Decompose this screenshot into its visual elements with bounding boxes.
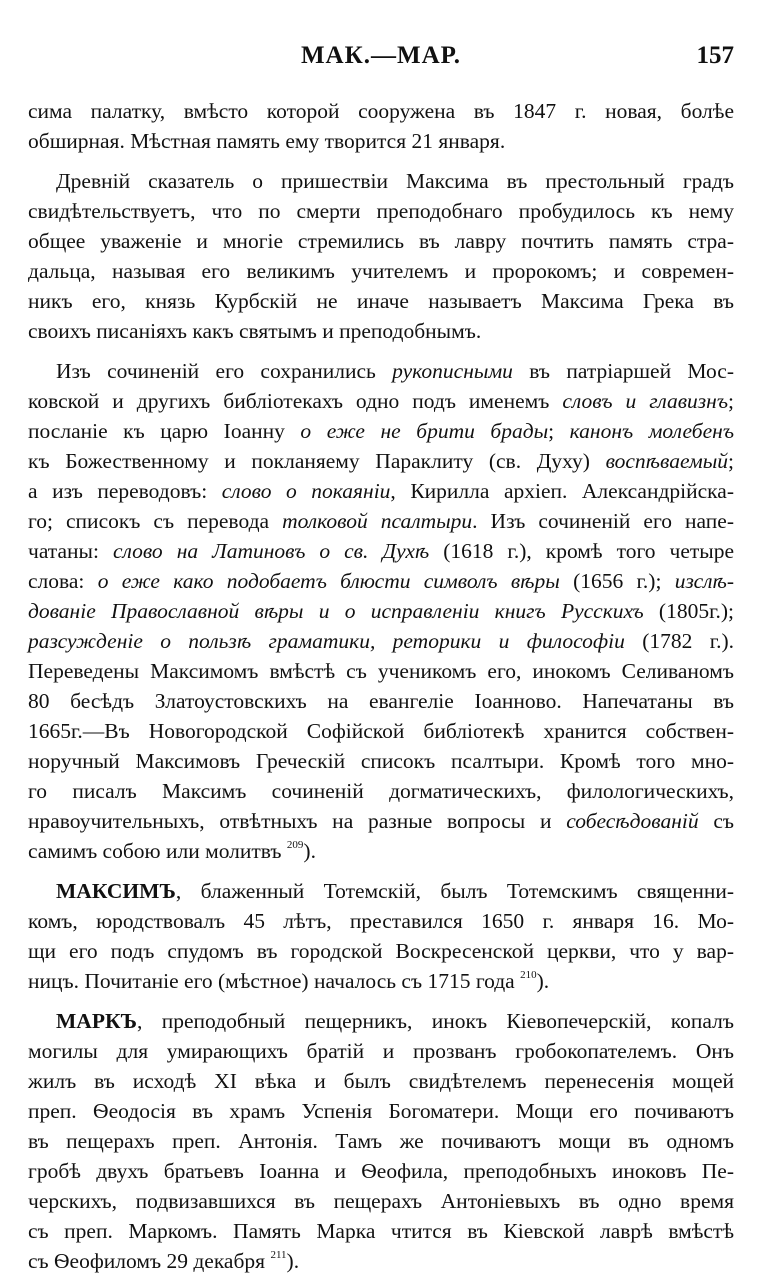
- text-run: Изъ сочиненій его сохранились: [56, 359, 393, 383]
- italic-text: рукописными: [392, 359, 513, 383]
- text-run: ).: [303, 839, 316, 863]
- text-run: ницъ. Почитаніе его (мѣстное) началось съ 1715 года: [28, 969, 521, 993]
- page-body-text: [28, 96, 734, 1276]
- paragraph: [28, 356, 734, 866]
- text-run: ;: [728, 449, 734, 473]
- text-line: [28, 806, 734, 836]
- paragraph-gap: [28, 156, 734, 166]
- text-run: , блаженный Тотемскій, былъ Тотемскимъ священни-: [175, 879, 734, 903]
- italic-text: канонъ молебенъ: [569, 419, 734, 443]
- text-line: [28, 876, 734, 906]
- text-run: Переведены Максимомъ вмѣстѣ съ ученикомъ его, инокомъ Селиваномъ: [28, 659, 734, 683]
- text-run: нравоучительныхъ, отвѣтныхъ на разные вопросы и: [28, 809, 567, 833]
- text-line: [28, 1096, 734, 1126]
- footnote-ref: 209: [286, 839, 304, 851]
- text-line: [28, 1066, 734, 1096]
- text-line: [28, 386, 734, 416]
- text-run: . Изъ сочиненій его напе-: [472, 509, 734, 533]
- text-run: 80 бесѣдъ Златоустовскихъ на евангеліе Іоанново. Напечатаны въ: [28, 689, 734, 713]
- text-run: дальца, называя его великимъ учителемъ и пророкомъ; и современ-: [28, 259, 734, 283]
- text-line: [28, 966, 734, 996]
- text-run: своихъ писаніяхъ какъ святымъ и преподобнымъ.: [28, 319, 482, 343]
- text-run: ).: [536, 969, 550, 993]
- text-run: гробѣ двухъ братьевъ Іоанна и Ѳеофила, преподобныхъ иноковъ Пе-: [28, 1159, 734, 1183]
- text-run: ).: [286, 1249, 300, 1273]
- text-run: норучный Максимовъ Греческій списокъ псалтыри. Кромѣ того мно-: [28, 749, 734, 773]
- text-run: жилъ въ исходѣ XI вѣка и былъ свидѣтелемъ перенесенія мощей: [28, 1069, 734, 1093]
- text-run: къ Божественному и покланяему Параклиту (св. Духу): [28, 449, 606, 473]
- text-line: [28, 476, 734, 506]
- text-run: , преподобный пещерникъ, инокъ Кіевопечерскій, копалъ: [137, 1009, 734, 1033]
- text-run: щи его подъ спудомъ въ городской Воскресенской церкви, что у вар-: [28, 939, 734, 963]
- text-run: (1805г.);: [643, 599, 734, 623]
- text-line: [28, 226, 734, 256]
- text-run: Древній сказатель о пришествіи Максима въ престольный градъ: [56, 169, 734, 193]
- paragraph: [28, 166, 734, 346]
- text-line: [28, 836, 734, 866]
- paragraph-gap: [28, 866, 734, 876]
- text-run: ;: [728, 389, 734, 413]
- footnote-ref: 211: [270, 1249, 287, 1261]
- text-line: [28, 1126, 734, 1156]
- text-line: [28, 126, 734, 156]
- paragraph-gap: [28, 346, 734, 356]
- text-run: преп. Ѳеодосія въ храмъ Успенія Богоматери. Мощи его почиваютъ: [28, 1099, 734, 1123]
- text-line: [28, 446, 734, 476]
- text-run: обширная. Мѣстная память ему творится 21 января.: [28, 129, 506, 153]
- text-line: [28, 1036, 734, 1066]
- text-run: а изъ переводовъ:: [28, 479, 222, 503]
- text-line: [28, 1006, 734, 1036]
- text-line: [28, 96, 734, 126]
- text-line: [28, 686, 734, 716]
- text-run: съ преп. Маркомъ. Память Марка чтится въ Кіевской лаврѣ вмѣстѣ: [28, 1219, 734, 1243]
- bold-heading: МАКСИМЪ: [56, 879, 176, 903]
- text-line: [28, 536, 734, 566]
- text-run: могилы для умирающихъ братій и прозванъ гробокопателемъ. Онъ: [28, 1039, 734, 1063]
- text-run: ;: [548, 419, 570, 443]
- italic-text: словъ и главизнъ: [562, 389, 728, 413]
- text-run: слова:: [28, 569, 98, 593]
- text-run: , Кирилла архіеп. Александрійска-: [390, 479, 734, 503]
- text-line: [28, 716, 734, 746]
- text-line: [28, 356, 734, 386]
- text-line: [28, 506, 734, 536]
- text-run: го; списокъ съ перевода: [28, 509, 283, 533]
- italic-text: воспѣваемый: [605, 449, 729, 473]
- text-line: [28, 596, 734, 626]
- text-run: въ патріаршей Мос-: [512, 359, 734, 383]
- text-run: свидѣтельствуетъ, что по смерти преподобнаго пробудилось къ нему: [28, 199, 734, 223]
- italic-text: о еже не брити брады: [300, 419, 549, 443]
- text-run: ковской и другихъ библіотекахъ одно подъ именемъ: [28, 389, 563, 413]
- text-line: [28, 626, 734, 656]
- text-run: посланіе къ царю Іоанну: [28, 419, 301, 443]
- text-line: [28, 566, 734, 596]
- text-line: [28, 1216, 734, 1246]
- italic-text: собесѣдованій: [566, 809, 699, 833]
- italic-text: дованіе Православной вѣры и о исправленіи книгъ Русскихъ: [28, 599, 644, 623]
- text-line: [28, 1186, 734, 1216]
- text-run: съ Ѳеофиломъ 29 декабря: [28, 1249, 271, 1273]
- italic-text: о еже како подобаетъ блюсти символъ вѣры: [97, 569, 560, 593]
- text-line: [28, 316, 734, 346]
- text-line: [28, 656, 734, 686]
- text-line: [28, 936, 734, 966]
- text-line: [28, 416, 734, 446]
- italic-text: слово на Латиновъ о св. Духѣ: [112, 539, 430, 563]
- italic-text: слово о покаяніи: [221, 479, 391, 503]
- text-run: (1618 г.), кромѣ того четыре: [429, 539, 734, 563]
- text-run: въ пещерахъ преп. Антонія. Тамъ же почиваютъ мощи въ одномъ: [28, 1129, 734, 1153]
- text-run: сима палатку, вмѣсто которой сооружена въ 1847 г. новая, болѣе: [28, 99, 734, 123]
- text-run: общее уваженіе и многіе стремились въ лавру почтить память стра-: [28, 229, 734, 253]
- page-number: 157: [696, 42, 734, 69]
- bold-heading: МАРКЪ: [56, 1009, 137, 1033]
- text-line: [28, 286, 734, 316]
- text-run: 1665г.—Въ Новогородской Софійской библіотекѣ хранится собствен-: [28, 719, 734, 743]
- text-line: [28, 1156, 734, 1186]
- paragraph-gap: [28, 996, 734, 1006]
- italic-text: изслѣ-: [674, 569, 734, 593]
- paragraph: [28, 96, 734, 156]
- text-run: комъ, юродствовалъ 45 лѣтъ, преставился 1650 г. января 16. Мо-: [28, 909, 734, 933]
- text-run: (1656 г.);: [559, 569, 675, 593]
- paragraph: [28, 876, 734, 996]
- text-line: [28, 196, 734, 226]
- text-run: (1782 г.).: [624, 629, 734, 653]
- text-line: [28, 906, 734, 936]
- footnote-ref: 210: [520, 969, 537, 981]
- text-run: чатаны:: [28, 539, 113, 563]
- running-head-title: МАК.—МАР.: [300, 42, 462, 69]
- text-line: [28, 776, 734, 806]
- paragraph: [28, 1006, 734, 1276]
- text-run: никъ его, князь Курбскій не иначе называетъ Максима Грека въ: [28, 289, 734, 313]
- text-line: [28, 746, 734, 776]
- text-run: черскихъ, подвизавшихся въ пещерахъ Антоніевыхъ въ одно время: [28, 1189, 734, 1213]
- italic-text: толковой псалтыри: [282, 509, 473, 533]
- italic-text: разсужденіе о пользѣ граматики, реторики и философіи: [28, 629, 625, 653]
- running-header: [28, 42, 734, 76]
- text-line: [28, 256, 734, 286]
- text-run: го писалъ Максимъ сочиненій догматическихъ, филологическихъ,: [28, 779, 734, 803]
- text-line: [28, 166, 734, 196]
- text-run: съ: [698, 809, 734, 833]
- text-run: самимъ собою или молитвъ: [28, 839, 287, 863]
- text-line: [28, 1246, 734, 1276]
